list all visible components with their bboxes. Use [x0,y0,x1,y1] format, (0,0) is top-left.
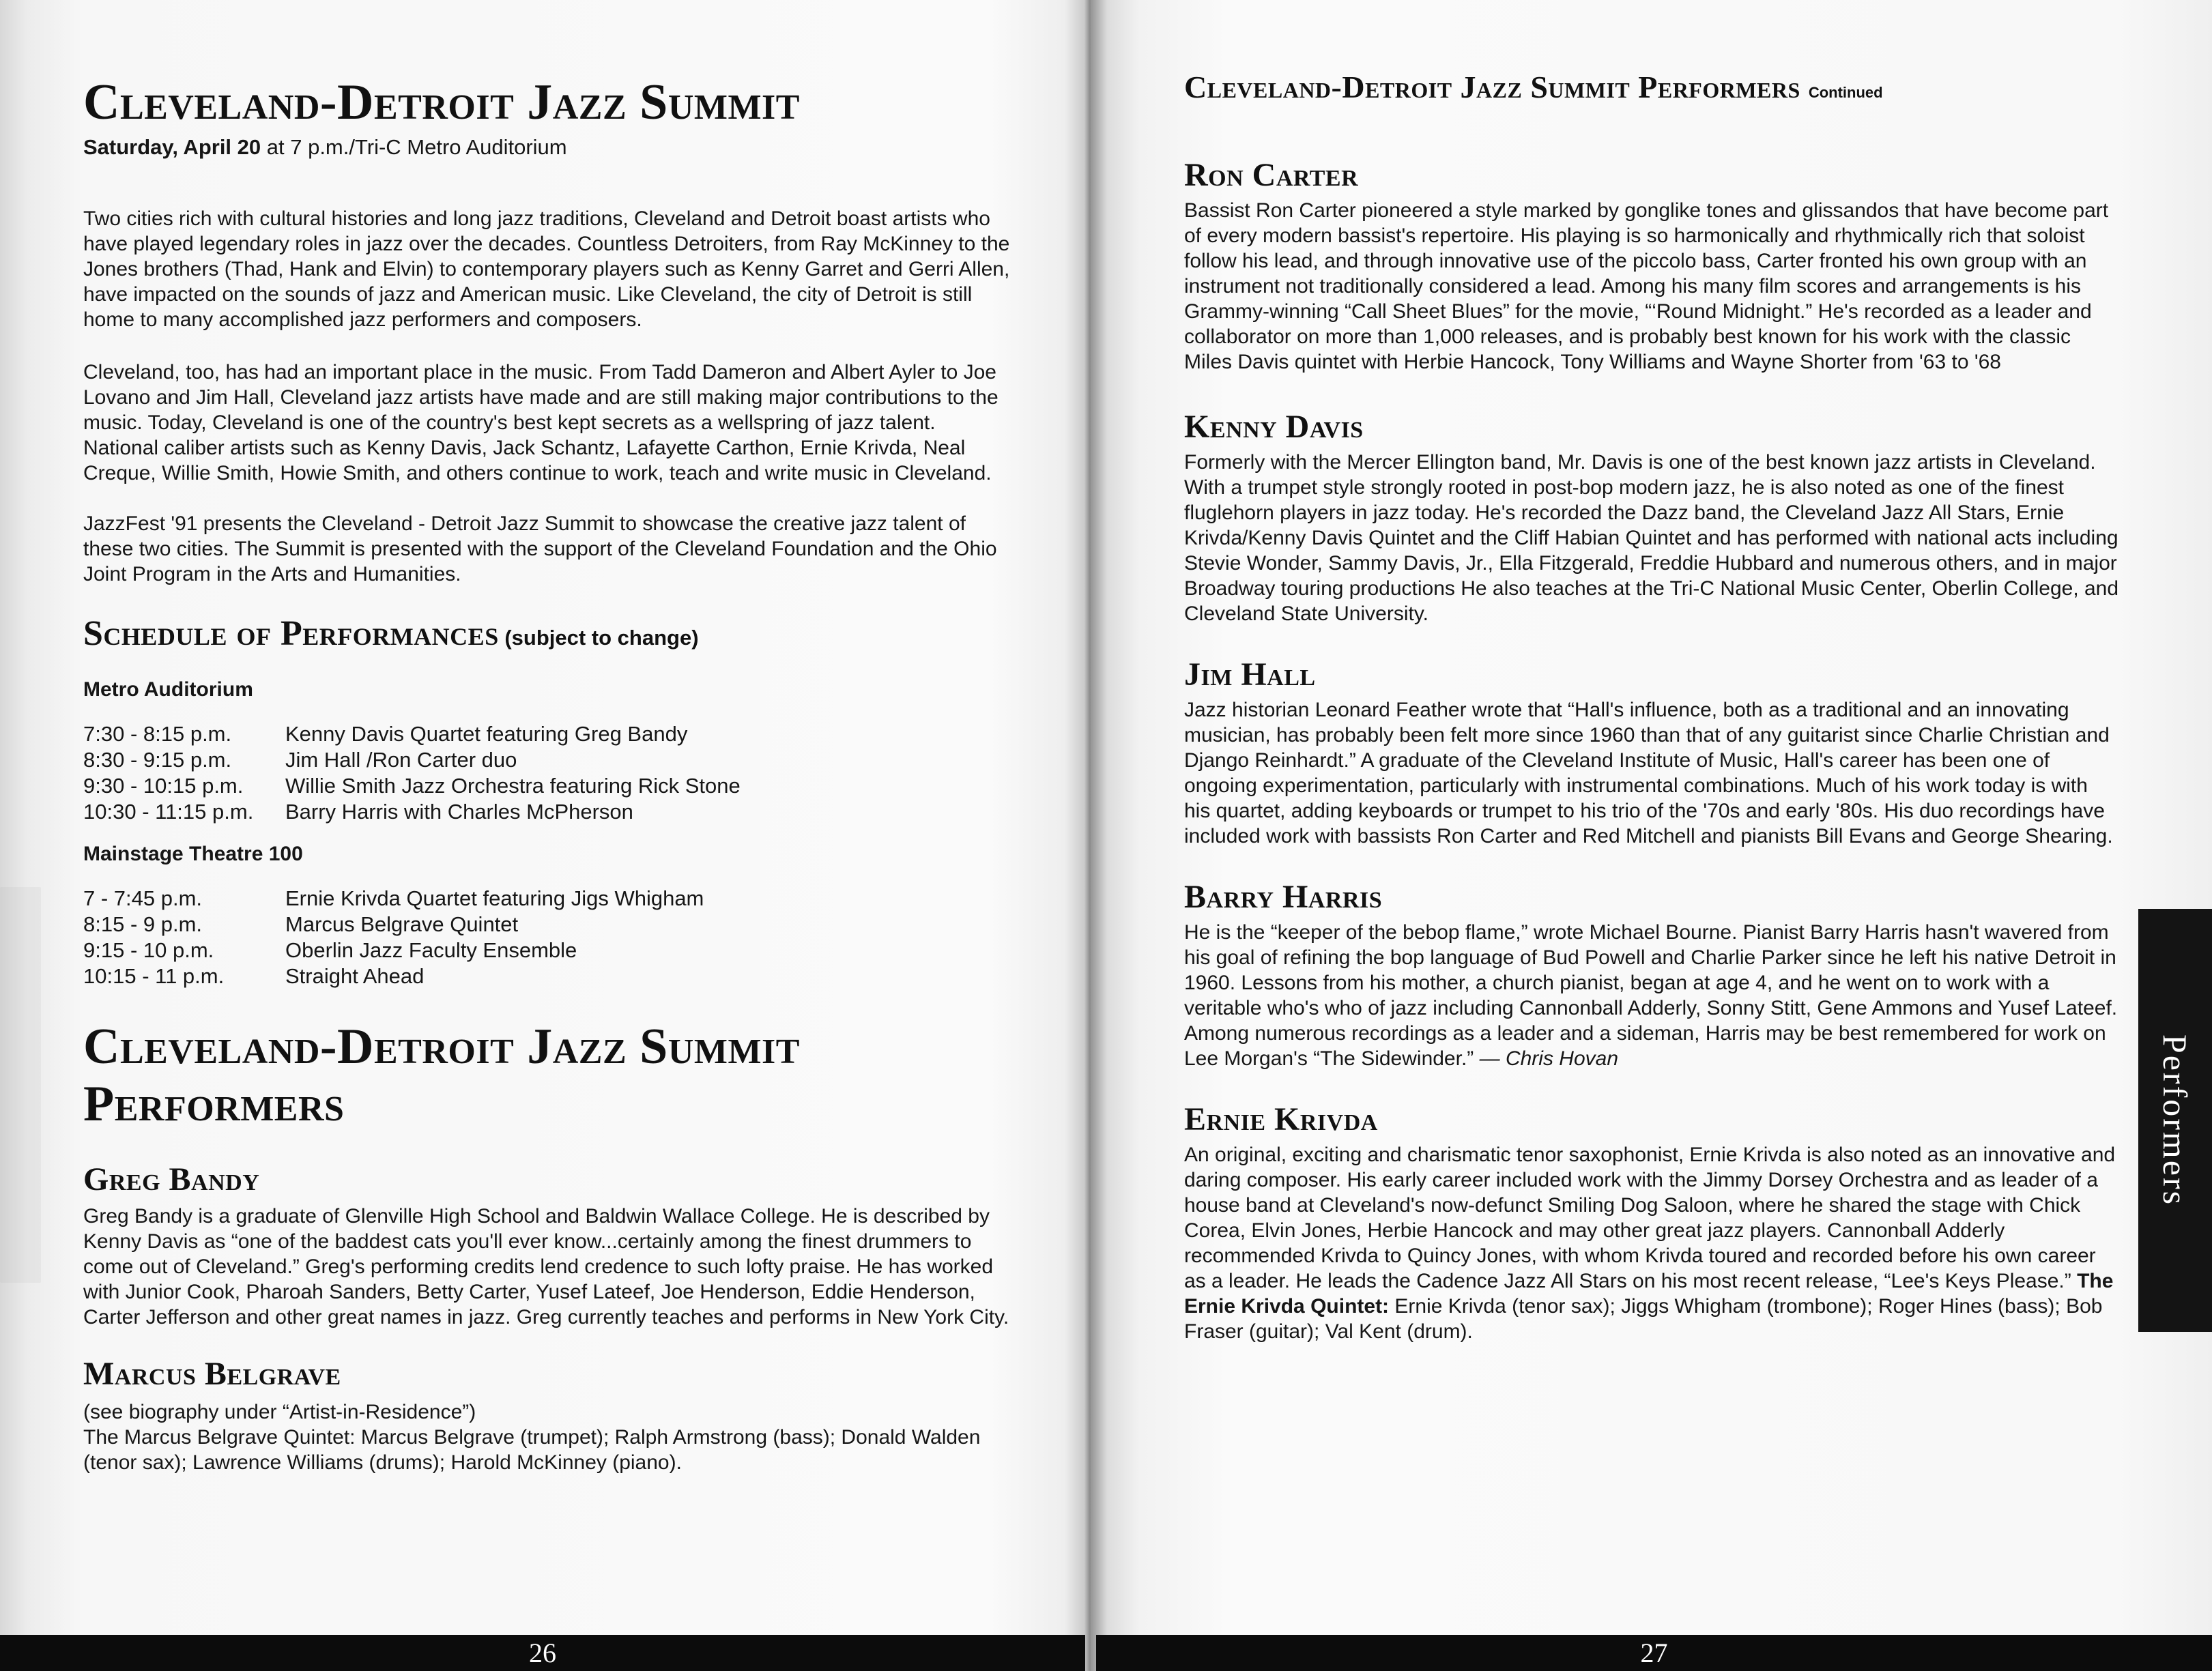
bio-name: Ernie Krivda [1184,1101,1378,1137]
bio-text [1184,920,2119,1071]
bio-name: Kenny Davis [1184,409,1364,445]
bio-note: (see biography under “Artist-in-Residence”) [83,1401,476,1423]
quintet-members: Ernie Krivda (tenor sax); Jiggs Whigham (trombone); Roger Hines (bass); Bob Fraser (guitar); Val Kent (drum). [1184,1295,2103,1343]
bio-name: Ron Carter [1184,157,1359,193]
schedule-act: Straight Ahead [285,964,425,988]
continued-title [1184,68,2119,112]
bio-text: Jazz historian Leonard Feather wrote that “Hall's influence, both as a traditional and an innovating musician, has probably been felt more since 1960 than that of any guitarist since Charlie Christian and Django Reinhardt.” A graduate of the Cleveland Institute of Music, Hall's career has been one of ongoing experimentation, particularly with instrumental combinations. Much of his work today is with his quartet, adding keyboards or trumpet to his trio of the '70s and early '80s. His duo recordings have included work with bassists Ron Carter and Red Mitchell and pianists Bill Evans and George Shearing. [1184,699,2113,847]
right-page-title: Cleveland-Detroit Jazz Summit Performers [1184,70,1800,104]
page-title: Cleveland-Detroit Jazz Summit [83,74,800,130]
intro-paragraph-2: Cleveland, too, has had an important place in the music. From Tadd Dameron and Albert Ayler to Joe Lovano and Jim Hall, Cleveland jazz artists have made and are still making major contributions to the music. Today, Cleveland is one of the country's best kept secrets as a wellspring of jazz talent. National caliber artists such as Kenny Davis, Jack Schantz, Lafayette Carthon, Ernie Krivda, Neal Creque, Willie Smith, Howie Smith, and others continue to work, teach and write music in Cleveland. [83,361,999,484]
schedule-time: 9:30 - 10:15 p.m. [83,774,244,798]
bio-text: The Marcus Belgrave Quintet: Marcus Belgrave (trumpet); Ralph Armstrong (bass); Donald Walden (tenor sax); Lawrence Williams (drums); Harold McKinney (piano). [83,1426,981,1474]
schedule-note: (subject to change) [498,626,699,650]
event-date: Saturday, April 20 [83,135,261,159]
bleed-through-shadow [0,887,41,1283]
schedule-heading [83,613,1011,659]
page-number: 26 [529,1638,556,1668]
bio-text: Greg Bandy is a graduate of Glenville High School and Baldwin Wallace College. He is described by Kenny Davis as “one of the baddest cats you'll ever know...certainly among the finest drummers to come out of Cleveland.” Greg's performing credits lend credence to such lofty praise. He has worked with Junior Cook, Pharoah Sanders, Betty Carter, Yusef Lateef, Joe Henderson, Eddie Henderson, Carter Jefferson and other great names in jazz. Greg currently teaches and performs in New York City. [83,1205,1009,1328]
left-page-content [83,74,1011,1475]
bio-text: Formerly with the Mercer Ellington band, Mr. Davis is one of the best known jazz artists in Cleveland. With a trumpet style strongly rooted in post-bop modern jazz, he is also noted as one of the finest fluglehorn players in jazz today. He's recorded the Dazz band, the Cleveland Jazz All Stars, Ernie Krivda/Kenny Davis Quintet and the Cliff Habian Quintet and has performed with national acts including Stevie Wonder, Sammy Davis, Jr., Ella Fitzgerald, Freddie Hubbard and numerous others, and in major Broadway touring productions He also teaches at the Tri-C National Music Center, Oberlin College, and Cleveland State University. [1184,451,2119,625]
schedule-row [83,773,741,799]
continued-label: Continued [1808,84,1883,101]
performers-title: Cleveland-Detroit Jazz Summit Performers [83,1019,800,1132]
section-tab-label: Performers [2156,1034,2194,1207]
event-time-place: at 7 p.m./Tri-C Metro Auditorium [261,135,567,159]
bio-text [1184,1142,2119,1344]
schedule-row [83,938,704,963]
page-footer-left [0,1635,1085,1671]
schedule-table-mainstage [83,886,704,989]
right-page-content [1184,68,2119,1344]
schedule-act: Oberlin Jazz Faculty Ensemble [285,938,577,962]
event-info [83,134,1011,161]
schedule-act: Barry Harris with Charles McPherson [285,800,633,824]
page-footer-right [1096,1635,2212,1671]
left-page [0,0,1092,1671]
schedule-time: 10:30 - 11:15 p.m. [83,800,254,824]
schedule-act: Ernie Krivda Quartet featuring Jigs Whigham [285,886,704,910]
schedule-time: 10:15 - 11 p.m. [83,964,225,988]
schedule-time: 7 - 7:45 p.m. [83,886,203,910]
schedule-act: Marcus Belgrave Quintet [285,912,519,936]
schedule-row [83,963,704,989]
bio-name: Greg Bandy [83,1161,260,1197]
schedule-act: Jim Hall /Ron Carter duo [285,748,517,772]
schedule-table-metro [83,721,741,825]
schedule-row [83,747,741,773]
schedule-time: 8:30 - 9:15 p.m. [83,748,232,772]
schedule-time: 8:15 - 9 p.m. [83,912,203,936]
bio-name: Barry Harris [1184,879,1383,915]
right-page [1092,0,2212,1671]
schedule-row [83,799,741,825]
bio-name: Marcus Belgrave [83,1356,341,1392]
page-number: 27 [1640,1638,1668,1668]
schedule-act: Kenny Davis Quartet featuring Greg Bandy [285,722,688,746]
schedule-row [83,886,704,912]
schedule-act: Willie Smith Jazz Orchestra featuring Rick Stone [285,774,741,798]
intro-paragraph-1: Two cities rich with cultural histories and long jazz traditions, Cleveland and Detroit boast artists who have played legendary roles in jazz over the decades. Countless Detroiters, from Ray McKinney to the Jones brothers (Thad, Hank and Elvin) to contemporary players such as Kenny Garret and Gerri Allen, have impacted on the sounds of jazz and American music. Like Cleveland, the city of Detroit is still home to many accomplished jazz performers and composers. [83,207,1010,331]
bio-text-body: An original, exciting and charismatic tenor saxophonist, Ernie Krivda is also noted as an innovative and daring composer. His early career included work with the Jimmy Dorsey Orchestra and as leader of a house band at Cleveland's now-defunct Smiling Dog Saloon, where he shared the stage with Chick Corea, Elvin Jones, Herbie Hancock and may other great jazz players. Cannonball Adderly recommended Krivda to Quincy Jones, with whom Krivda toured and recorded before his own career as a leader. He leads the Cadence Jazz All Stars on his most recent release, “Lee's Keys Please.” [1184,1144,2116,1292]
bio-text: Bassist Ron Carter pioneered a style marked by gonglike tones and glissandos that have become part of every modern bassist's repertoire. His playing is so harmonically and rhythmically rich that soloist follow his lead, and through innovative use of the piccolo bass, Carter fronted his own group with an instrument not traditionally considered a lead. Among his many film scores and arrangements is his Grammy-winning “Call Sheet Blues” for the movie, “‘Round Midnight.” He's recorded as a leader and collaborator on more than 1,000 releases, and is probably best known for his work with the classic Miles Davis quintet with Herbie Hancock, Tony Williams and Wayne Shorter from '63 to '68 [1184,199,2109,373]
bio-attribution: — Chris Hovan [1474,1047,1619,1070]
schedule-time: 9:15 - 10 p.m. [83,938,214,962]
intro-paragraph-3: JazzFest '91 presents the Cleveland - Detroit Jazz Summit to showcase the creative jazz talent of these two cities. The Summit is presented with the support of the Cleveland Foundation and the Ohio Joint Program in the Arts and Humanities. [83,512,997,585]
schedule-title: Schedule of Performances [83,614,499,653]
bio-name: Jim Hall [1184,656,1316,693]
venue-name: Mainstage Theatre 100 [83,843,303,865]
bio-text-body: He is the “keeper of the bebop flame,” wrote Michael Bourne. Pianist Barry Harris hasn't wavered from his goal of refining the bop language of Bud Powell and Charlie Parker since he left his native Detroit in 1960. Lessons from his mother, a church pianist, began at age 4, and he went on to work with a veritable who's who of jazz including Cannonball Adderly, Sonny Stitt, Gene Ammons and Yusef Lateef. Among numerous recordings as a leader and a sideman, Harris may be best remembered for work on Lee Morgan's “The Sidewinder.” [1184,921,2118,1070]
section-tab [2138,909,2212,1332]
schedule-row [83,912,704,938]
schedule-row [83,721,741,747]
venue-name: Metro Auditorium [83,678,253,701]
quintet-label: The Ernie Krivda Quintet: [1184,1270,2114,1318]
schedule-time: 7:30 - 8:15 p.m. [83,722,232,746]
